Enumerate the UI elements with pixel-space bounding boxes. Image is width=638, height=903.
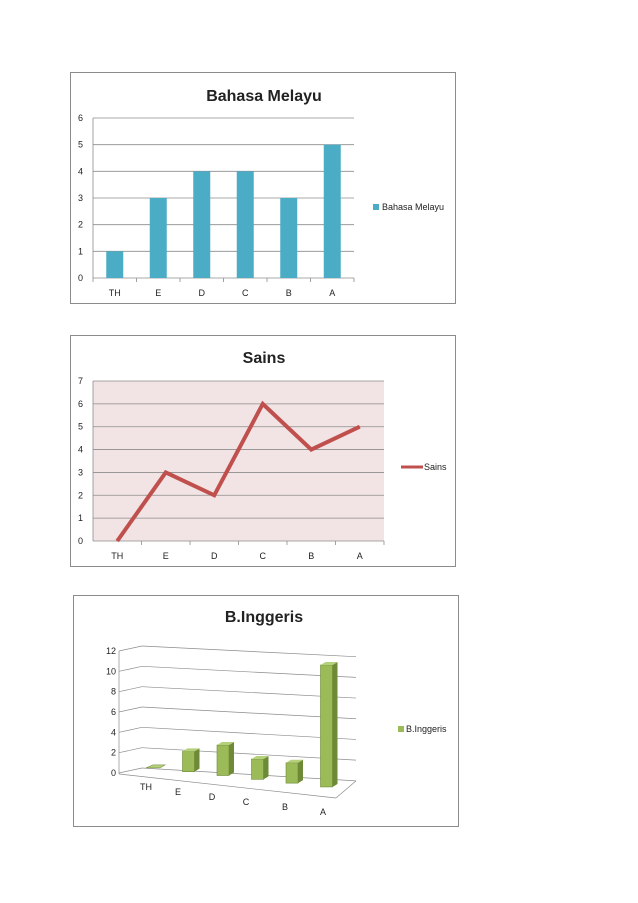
x-tick-label: D xyxy=(211,551,218,561)
legend-swatch xyxy=(398,726,404,732)
y-tick-label: 5 xyxy=(77,421,83,432)
data-point xyxy=(165,472,166,473)
x-tick-label: TH xyxy=(140,782,152,792)
bar-side xyxy=(298,760,303,783)
bar-side xyxy=(195,748,200,771)
x-tick-label: A xyxy=(356,551,363,561)
data-point xyxy=(214,495,215,496)
y-tick-label: 6 xyxy=(77,113,83,123)
side-gridline xyxy=(119,687,142,692)
legend-swatch xyxy=(373,204,379,210)
x-tick-label: B xyxy=(281,802,289,812)
bar-front xyxy=(321,665,333,787)
y-tick-label: 4 xyxy=(77,166,83,177)
bar xyxy=(193,171,210,278)
bar xyxy=(106,251,123,278)
b-inggeris-chart-svg xyxy=(74,596,460,828)
chart-title: Sains xyxy=(242,350,286,367)
y-tick-label: 1 xyxy=(77,513,83,524)
x-tick-label: C xyxy=(242,797,250,807)
legend-label: B.Inggeris xyxy=(406,724,447,734)
side-gridline xyxy=(119,646,142,651)
bar xyxy=(280,198,297,278)
y-tick-label: 8 xyxy=(110,686,116,697)
bar-top xyxy=(146,765,165,768)
side-gridline xyxy=(119,748,142,753)
x-tick-label: B xyxy=(285,288,292,298)
y-tick-label: 2 xyxy=(77,219,83,230)
x-tick-label: E xyxy=(174,787,182,797)
y-tick-label: 0 xyxy=(77,273,83,283)
bar-side xyxy=(229,742,234,776)
gridline xyxy=(142,646,356,657)
y-tick-label: 0 xyxy=(77,536,83,546)
sains-chart xyxy=(70,335,456,567)
x-tick-label: D xyxy=(208,792,216,802)
y-tick-label: 7 xyxy=(77,376,83,386)
x-tick-label: TH xyxy=(111,551,124,561)
x-tick-label: D xyxy=(198,288,205,298)
y-tick-label: 2 xyxy=(77,490,83,501)
x-tick-label: B xyxy=(308,551,315,561)
floor-right-edge xyxy=(336,781,356,798)
side-gridline xyxy=(119,727,142,732)
data-point xyxy=(117,541,118,542)
x-tick-label: A xyxy=(319,807,327,817)
y-tick-label: 0 xyxy=(110,768,116,778)
bar xyxy=(324,145,341,278)
bar-front xyxy=(183,751,195,771)
y-tick-label: 6 xyxy=(77,398,83,409)
side-gridline xyxy=(119,707,142,712)
sains-chart-svg xyxy=(71,336,457,568)
data-point xyxy=(311,449,312,450)
bar xyxy=(150,198,167,278)
legend-label: Sains xyxy=(424,462,447,472)
y-tick-label: 1 xyxy=(77,246,83,257)
x-tick-label: E xyxy=(155,288,162,298)
side-gridline xyxy=(119,666,142,671)
bar xyxy=(237,171,254,278)
bar-front xyxy=(252,759,264,779)
x-tick-label: E xyxy=(162,551,169,561)
y-tick-label: 12 xyxy=(105,646,116,656)
side-gridline xyxy=(119,768,142,773)
legend-label: Bahasa Melayu xyxy=(382,202,445,212)
y-tick-label: 3 xyxy=(77,193,83,203)
x-tick-label: C xyxy=(242,288,249,298)
y-tick-label: 4 xyxy=(77,444,83,455)
chart-title: B.Inggeris xyxy=(224,609,304,626)
bar-front xyxy=(217,745,229,776)
chart-title: Bahasa Melayu xyxy=(206,88,322,105)
data-point xyxy=(262,403,263,404)
y-tick-label: 4 xyxy=(110,727,116,738)
data-point xyxy=(359,426,360,427)
x-tick-label: A xyxy=(329,288,336,298)
y-tick-label: 6 xyxy=(110,707,116,717)
y-tick-label: 3 xyxy=(77,467,83,478)
y-tick-label: 2 xyxy=(110,747,116,758)
b-inggeris-chart xyxy=(73,595,459,827)
bahasa-melayu-chart-svg xyxy=(71,73,457,305)
y-tick-label: 5 xyxy=(77,139,83,150)
bar-front xyxy=(286,763,298,783)
bar-side xyxy=(333,662,338,787)
bahasa-melayu-chart xyxy=(70,72,456,304)
y-tick-label: 10 xyxy=(105,666,116,677)
bar-side xyxy=(264,756,269,779)
x-tick-label: TH xyxy=(108,288,121,298)
x-tick-label: C xyxy=(259,551,266,561)
